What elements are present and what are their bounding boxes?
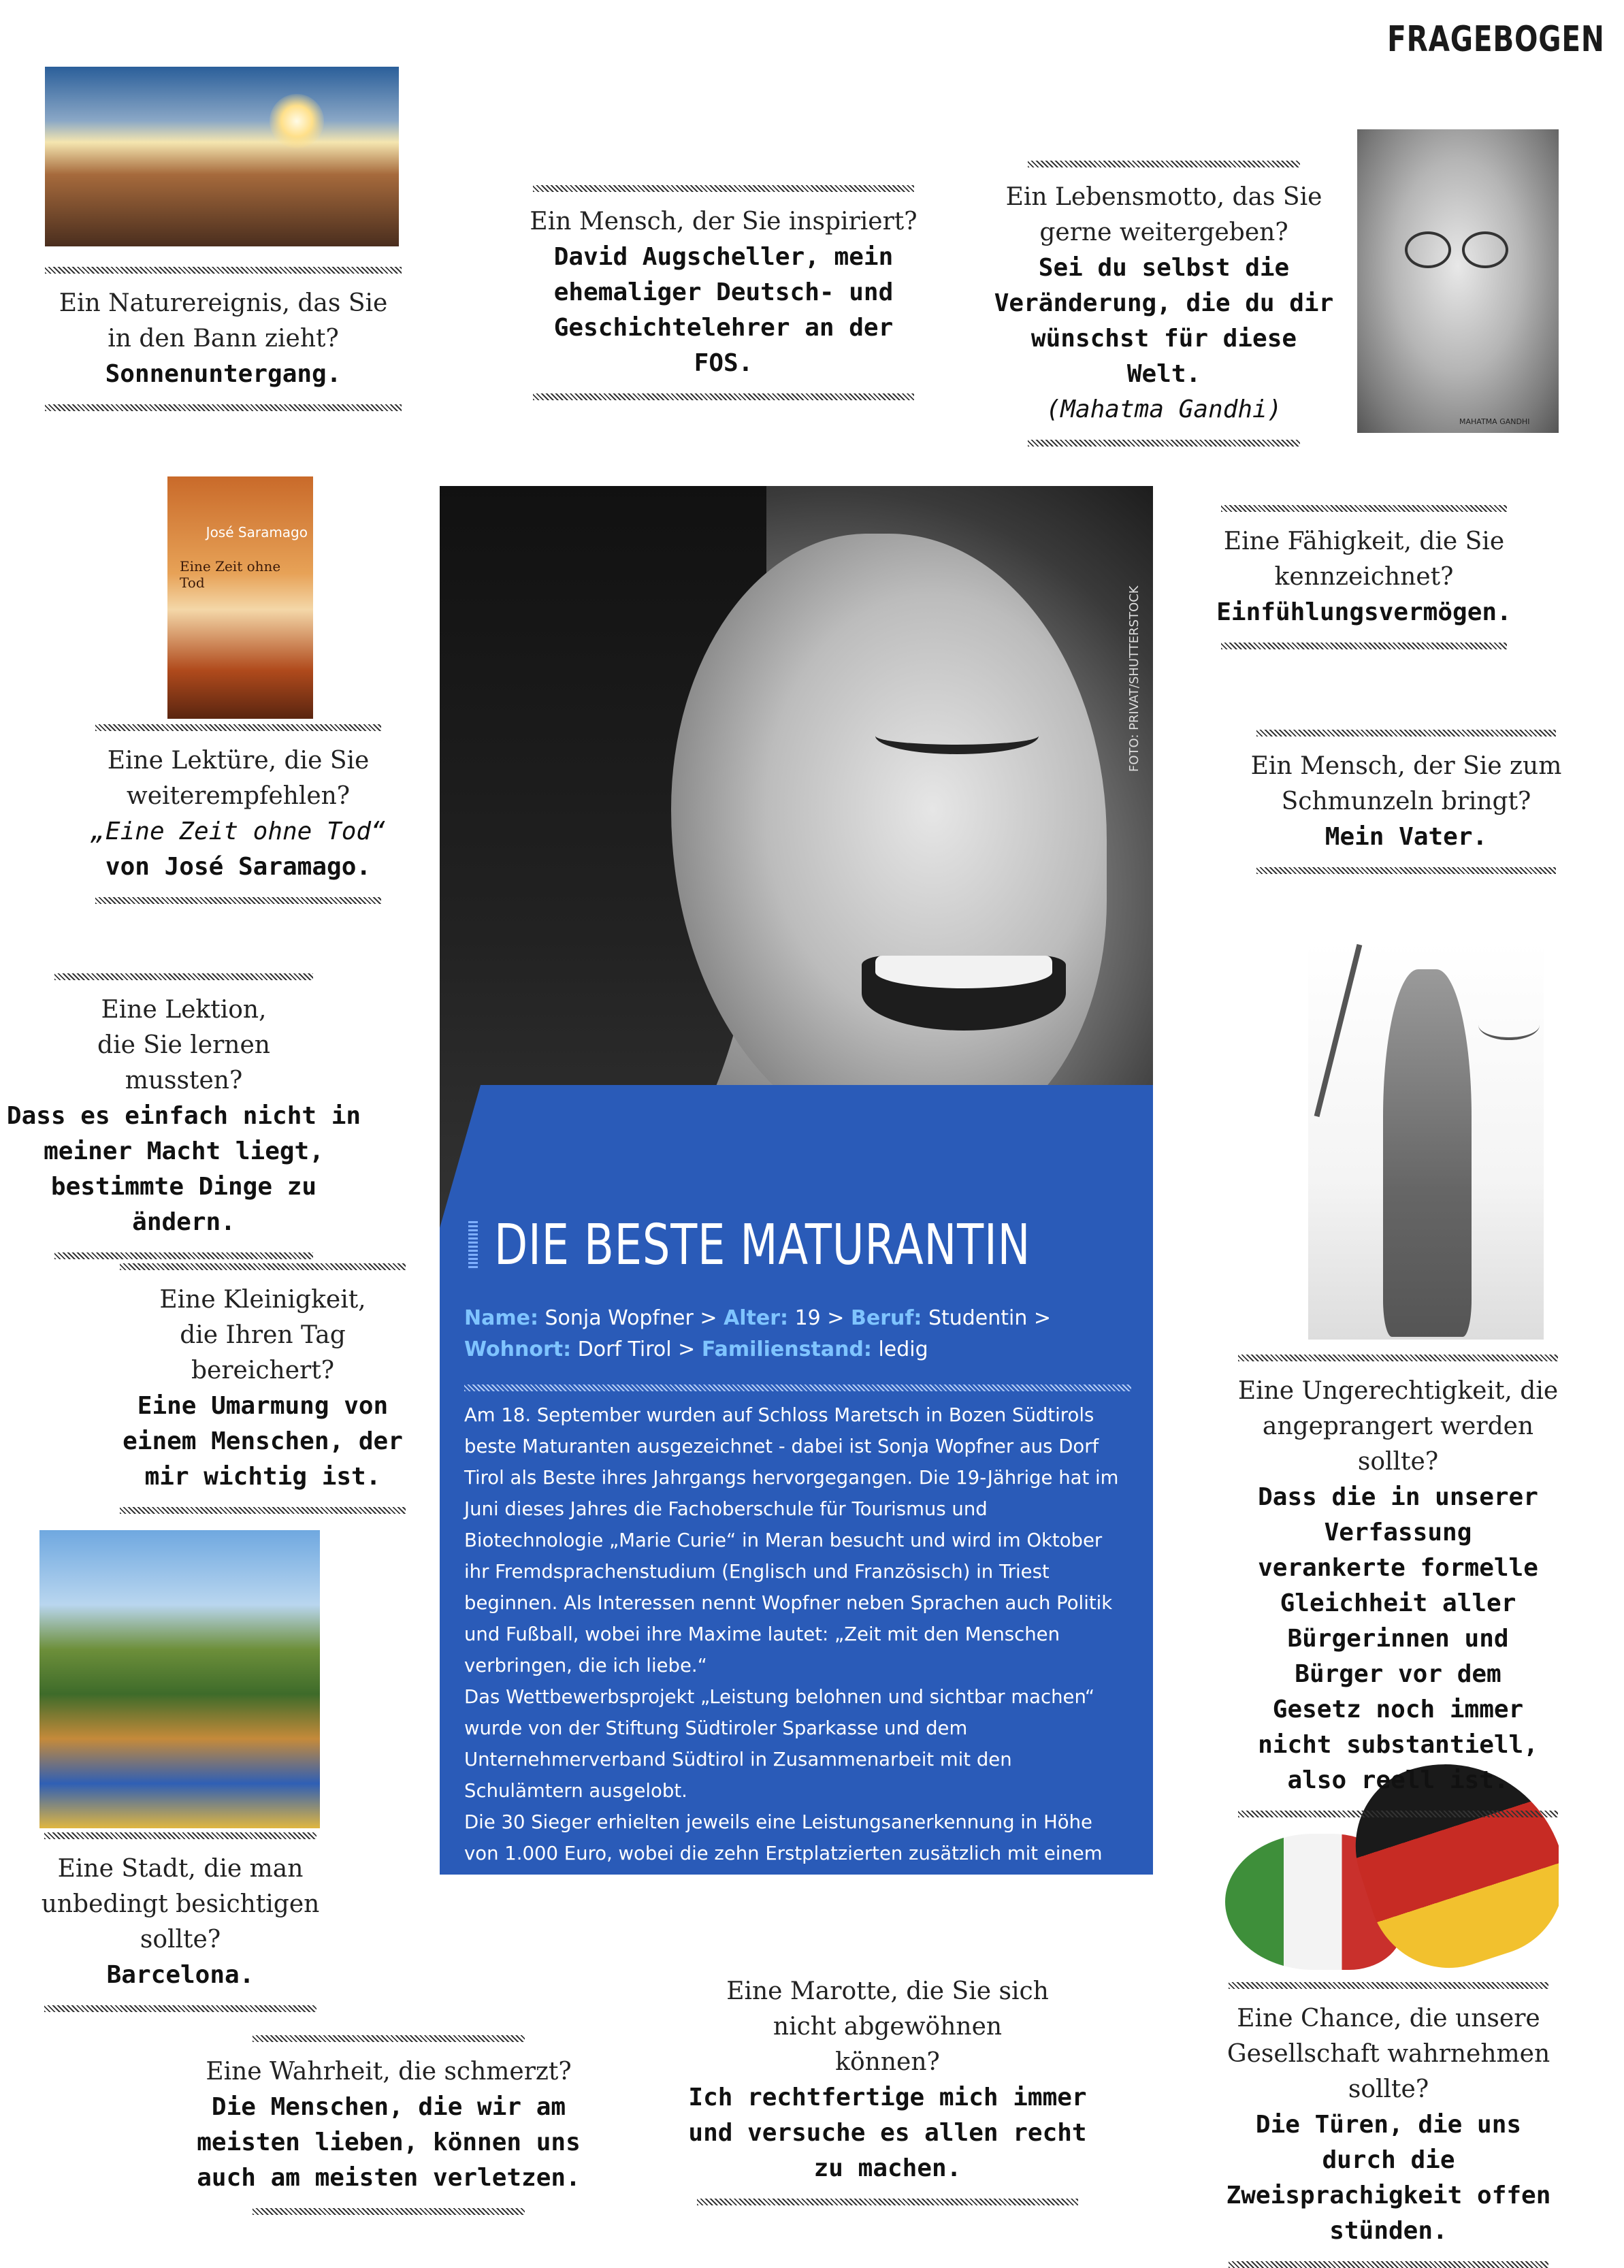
question-text: Eine Chance, die unsere Gesellschaft wahrnehmen sollte? <box>1227 2005 1550 2103</box>
book-cover-image <box>167 476 313 719</box>
answer-title: „Eine Zeit ohne Tod“ <box>91 817 386 845</box>
article-paragraph: Am 18. September wurden auf Schloss Maretsch in Bozen Südtirols beste Maturanten ausgezeichnet - dabei ist Sonja Wopfner aus Dorf Tirol als Beste ihres Jahrgangs hervorgegangen. Die 19-Jährige hat im Juni dieses Jahres die Fachoberschule für Tourismus und Biotechnologie „Marie Curie“ in Meran besucht und wird im Oktober ihr Fremdsprachenstudium (Englisch und Französisch) in Triest beginnen. Als Interessen nennt Wopfner neben Sprachen auch Politik und Fußball, wobei ihre Maxime lautet: „Zeit mit den Menschen verbringen, die ich liebe.“ <box>464 1404 1119 1676</box>
divider <box>533 393 914 400</box>
answer-text: Dass es einfach nicht in meiner Macht liegt, bestimmte Dinge zu ändern. <box>6 1102 361 1236</box>
fact-key: Familienstand: <box>701 1338 872 1361</box>
question-text: Eine Ungerechtigkeit, die angeprangert werden sollte? <box>1237 1377 1559 1476</box>
fact-value: Studentin <box>922 1306 1028 1330</box>
answer-text: Mein Vater. <box>1325 823 1488 851</box>
question-text: Eine Kleinigkeit, die Ihren Tag bereichert? <box>159 1286 366 1384</box>
answer-text: Eine Umarmung von einem Menschen, der mir wichtig ist. <box>123 1392 403 1491</box>
qa-truth <box>188 2035 589 2215</box>
question-text: Ein Lebensmotto, das Sie gerne weitergeben? <box>1005 183 1322 246</box>
divider <box>1256 730 1556 736</box>
article-paragraph: Das Wettbewerbsprojekt „Leistung belohnen und sichtbar machen“ wurde von der Stiftung Südtiroler Sparkasse und dem Unternehmerverband Südtirol in Zusammenarbeit mit den Schulämtern ausgelobt. <box>464 1686 1095 1802</box>
glasses-icon <box>1405 231 1507 265</box>
divider <box>1229 2261 1548 2268</box>
divider <box>45 404 402 411</box>
divider <box>464 1384 1131 1391</box>
divider <box>120 1263 406 1270</box>
divider <box>54 1252 313 1259</box>
divider <box>1221 505 1507 512</box>
question-text: Eine Lektion, die Sie lernen mussten? <box>97 996 270 1095</box>
portrait-caption: MAHATMA GANDHI <box>1459 417 1530 426</box>
answer-text: Barcelona. <box>106 1961 255 1989</box>
qa-smile-person <box>1248 730 1564 874</box>
qa-chance <box>1214 1982 1563 2268</box>
statue-shape <box>1383 969 1472 1337</box>
qa-nature-event <box>45 267 402 411</box>
answer-text: Ich rechtfertige mich immer und versuche es allen recht zu machen. <box>688 2084 1087 2182</box>
fact-value: Sonja Wopfner <box>538 1306 694 1330</box>
panel-title: DIE BESTE MATURANTIN <box>494 1213 1031 1278</box>
answer-text: Einfühlungsvermögen. <box>1216 598 1512 626</box>
divider <box>1229 1982 1548 1989</box>
answer-text: Die Menschen, die wir am meisten lieben, können uns auch am meisten verletzen. <box>197 2093 581 2192</box>
feature-panel <box>440 486 1153 1896</box>
scales-icon <box>1478 1010 1540 1040</box>
fact-value: ledig <box>871 1338 928 1361</box>
divider <box>1028 440 1300 447</box>
title-marker <box>468 1221 478 1269</box>
divider <box>44 1832 316 1839</box>
divider <box>1028 161 1300 167</box>
divider <box>1221 643 1507 649</box>
qa-life-motto <box>988 161 1339 447</box>
question-text: Eine Lektüre, die Sie weiterempfehlen? <box>107 747 370 810</box>
fact-separator: > <box>671 1338 702 1361</box>
divider <box>95 897 381 904</box>
answer-text: Sei du selbst die Veränderung, die du dir wünschst für diese Welt. <box>994 254 1334 388</box>
question-text: Ein Naturereignis, das Sie in den Bann zieht? <box>59 289 388 353</box>
book-title-text: Eine Zeit ohne Tod <box>180 558 281 591</box>
divider <box>1238 1811 1558 1817</box>
fact-separator: > <box>1027 1306 1052 1330</box>
divider <box>120 1507 406 1514</box>
fact-key: Wohnort: <box>464 1338 572 1361</box>
fact-separator: > <box>693 1306 724 1330</box>
answer-text: Sonnenuntergang. <box>105 360 342 388</box>
closed-eye-shape <box>875 717 1039 754</box>
question-text: Ein Mensch, der Sie inspiriert? <box>530 208 917 236</box>
divider <box>54 973 313 980</box>
qa-injustice <box>1233 1355 1563 1817</box>
mountain-sunset-photo <box>45 67 399 246</box>
qa-lesson <box>0 973 368 1259</box>
profile-facts <box>464 1303 1131 1365</box>
answer-text: Die Türen, die uns durch die Zweisprachigkeit offen stünden. <box>1226 2111 1551 2245</box>
divider <box>44 2005 316 2012</box>
divider <box>697 2199 1078 2205</box>
question-text: Eine Stadt, die man unbedingt besichtigen sollte? <box>41 1855 320 1954</box>
question-text: Eine Wahrheit, die schmerzt? <box>206 2058 572 2086</box>
section-title: FRAGEBOGEN <box>1387 19 1605 60</box>
qa-inspiring-person <box>528 185 919 400</box>
qa-reading <box>82 724 395 904</box>
divider <box>1238 1355 1558 1361</box>
divider <box>253 2035 525 2042</box>
article-body <box>464 1399 1131 1900</box>
article-paragraph: Die 30 Sieger erhielten jeweils eine Leistungsanerkennung in Höhe von 1.000 Euro, wobei die zehn Erstplatzierten zusätzlich mit einem Verrechnungsgutschein für weitere 3.000 Euro prämiert wurden. <box>464 1811 1103 1896</box>
divider <box>95 724 381 731</box>
question-text: Ein Mensch, der Sie zum Schmunzeln bringt? <box>1250 752 1562 815</box>
question-text: Eine Marotte, die Sie sich nicht abgewöhnen können? <box>726 1977 1049 2076</box>
teeth-shape <box>875 956 1052 988</box>
fact-key: Name: <box>464 1306 538 1330</box>
divider <box>253 2208 525 2215</box>
answer-text: Dass die in unserer Verfassung verankerte formelle Gleichheit aller Bürgerinnen und Bürger vor dem Gesetz noch immer nicht substantiell, also reell ist. <box>1258 1483 1538 1794</box>
fact-key: Alter: <box>724 1306 789 1330</box>
sword-icon <box>1314 944 1363 1117</box>
answer-attribution: (Mahatma Gandhi) <box>1045 395 1282 423</box>
fact-value: 19 <box>788 1306 821 1330</box>
book-author-text: José Saramago <box>206 524 308 540</box>
qa-small-thing <box>113 1263 412 1514</box>
photo-credit: FOTO: PRIVAT/SHUTTERSTOCK <box>1127 585 1141 772</box>
fact-key: Beruf: <box>850 1306 922 1330</box>
fact-separator: > <box>820 1306 851 1330</box>
justitia-statue-image <box>1308 942 1544 1340</box>
qa-city <box>20 1832 340 2012</box>
answer-text: David Augscheller, mein ehemaliger Deutsch- und Geschichtelehrer an der FOS. <box>553 243 894 377</box>
divider <box>1256 867 1556 874</box>
question-text: Eine Fähigkeit, die Sie kennzeichnet? <box>1223 528 1505 591</box>
qa-quirk <box>683 1962 1092 2205</box>
qa-ability <box>1206 505 1522 649</box>
answer-text: von José Saramago. <box>105 853 372 881</box>
face-shape <box>671 534 1107 1146</box>
divider <box>45 267 402 274</box>
divider <box>533 185 914 192</box>
sun-icon <box>270 94 324 148</box>
barcelona-park-guell-photo <box>39 1530 320 1828</box>
gandhi-portrait-image <box>1357 129 1559 433</box>
fact-value: Dorf Tirol <box>571 1338 672 1361</box>
